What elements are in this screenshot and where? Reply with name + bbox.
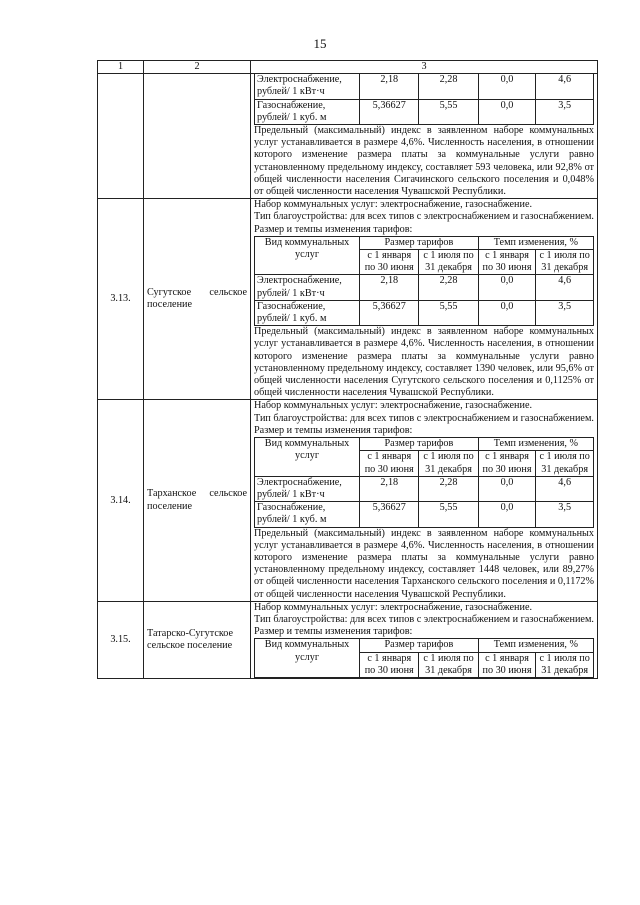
service-name: Газоснабжение, рублей/ 1 куб. м: [255, 99, 360, 124]
settlement-name: [144, 74, 251, 199]
tariff-h2: 2,28: [419, 74, 478, 99]
tariff-h2: 5,55: [419, 502, 478, 527]
rate-h1: 0,0: [478, 502, 536, 527]
tariff-caption: Размер и темпы изменения тарифов:: [254, 626, 413, 638]
service-name: Газоснабжение, рублей/ 1 куб. м: [255, 502, 360, 527]
block-3-15: [98, 601, 598, 678]
header-col-2: 2: [144, 61, 251, 74]
services-set: Набор коммунальных услуг: электроснабжение, газоснабжение.: [254, 400, 533, 412]
service-name: Электроснабжение, рублей/ 1 кВт·ч: [255, 74, 360, 99]
services-set: Набор коммунальных услуг: электроснабжение, газоснабжение.: [254, 199, 533, 211]
header-col-1: 1: [98, 61, 144, 74]
rate-h1: 0,0: [478, 476, 536, 501]
index-description: Предельный (максимальный) индекс в заявленном наборе коммунальных услуг устанавливается в размере 4,6%. Численность населения, в отношении которого изменение размера платы за коммунальные услуги равно установленному предельному индексу, составляет 593 человека, или 92,8% от общей численности населения Сигачинского сельского поселения и 0,048% от общей численности населения Чувашской Республики.: [254, 125, 594, 198]
header-period-1: с 1 января по 30 июня: [360, 451, 419, 476]
header-period-2: с 1 июля по 31 декабря: [419, 451, 478, 476]
header-period-1: с 1 января по 30 июня: [360, 250, 419, 275]
service-name: Электроснабжение, рублей/ 1 кВт·ч: [255, 275, 360, 300]
rate-h2: 3,5: [536, 502, 594, 527]
amenity-type: Тип благоустройства: для всех типов с электроснабжением и газоснабжением.: [254, 211, 594, 223]
header-col-3: 3: [251, 61, 598, 74]
tariff-subtable: [254, 437, 594, 527]
tariff-h1: 5,36627: [360, 300, 419, 325]
block-content: [251, 74, 598, 199]
block-number: 3.14.: [98, 400, 144, 601]
amenity-type: Тип благоустройства: для всех типов с электроснабжением и газоснабжением.: [254, 412, 594, 424]
block-number: [98, 74, 144, 199]
rate-h2: 4,6: [536, 74, 594, 99]
header-period-1: с 1 января по 30 июня: [478, 652, 536, 677]
header-period-2: с 1 июля по 31 декабря: [536, 652, 594, 677]
header-service-type: Вид коммунальных услуг: [255, 236, 360, 275]
header-row: [98, 61, 598, 74]
settlement-name: Тарханское сельское поселение: [144, 400, 251, 601]
header-change-rate: Темп изменения, %: [478, 639, 593, 652]
rate-h1: 0,0: [478, 74, 536, 99]
tariff-h1: 2,18: [360, 476, 419, 501]
rate-h2: 3,5: [536, 99, 594, 124]
rate-h2: 4,6: [536, 476, 594, 501]
tariff-h2: 5,55: [419, 300, 478, 325]
rate-h1: 0,0: [478, 300, 536, 325]
tariff-table: [97, 60, 598, 679]
services-set: Набор коммунальных услуг: электроснабжение, газоснабжение.: [254, 601, 533, 613]
tariff-h1: 5,36627: [360, 99, 419, 124]
tariff-h1: 2,18: [360, 74, 419, 99]
header-tariff-size: Размер тарифов: [360, 438, 479, 451]
header-tariff-size: Размер тарифов: [360, 236, 479, 249]
block-3-13: [98, 199, 598, 400]
block-number: 3.13.: [98, 199, 144, 400]
block-3-14: [98, 400, 598, 601]
header-service-type: Вид коммунальных услуг: [255, 438, 360, 477]
tariff-h2: 5,55: [419, 99, 478, 124]
block-content: [251, 199, 598, 400]
index-description: Предельный (максимальный) индекс в заявленном наборе коммунальных услуг устанавливается в размере 4,6%. Численность населения, в отношении которого изменение размера платы за коммунальные услуги равно установленному предельному индексу, составляет 1448 человек, или 89,27% от общей численности населения Тарханского сельского поселения и 0,1172% от общей численности населения Чувашской Республики.: [254, 527, 594, 600]
header-period-1: с 1 января по 30 июня: [360, 652, 419, 677]
header-tariff-size: Размер тарифов: [360, 639, 479, 652]
tariff-h1: 5,36627: [360, 502, 419, 527]
tariff-h1: 2,18: [360, 275, 419, 300]
header-period-2: с 1 июля по 31 декабря: [536, 451, 594, 476]
tariff-row: [255, 300, 594, 325]
header-period-1: с 1 января по 30 июня: [478, 451, 536, 476]
tariff-h2: 2,28: [419, 476, 478, 501]
header-period-2: с 1 июля по 31 декабря: [419, 250, 478, 275]
amenity-type: Тип благоустройства: для всех типов с электроснабжением и газоснабжением.: [254, 613, 594, 625]
header-period-2: с 1 июля по 31 декабря: [536, 250, 594, 275]
page-number: 15: [313, 36, 327, 51]
tariff-row: [255, 502, 594, 527]
tariff-subtable: [254, 74, 594, 125]
tariff-h2: 2,28: [419, 275, 478, 300]
service-name: Газоснабжение, рублей/ 1 куб. м: [255, 300, 360, 325]
index-description: Предельный (максимальный) индекс в заявленном наборе коммунальных услуг устанавливается в размере 4,6%. Численность населения, в отношении которого изменение размера платы за коммунальные услуги равно установленному предельному индексу, составляет 1390 человек, или 95,6% от общей численности населения Сугутского сельского поселения и 0,1125% от общей численности населения Чувашской Республики.: [254, 326, 594, 399]
rate-h2: 3,5: [536, 300, 594, 325]
rate-h1: 0,0: [478, 275, 536, 300]
tariff-row: [255, 74, 594, 99]
tariff-row: [255, 476, 594, 501]
settlement-name: Татарско-Сугутское сельское поселение: [144, 601, 251, 678]
tariff-subtable: [254, 236, 594, 326]
header-period-2: с 1 июля по 31 декабря: [419, 652, 478, 677]
header-change-rate: Темп изменения, %: [478, 438, 593, 451]
rate-h2: 4,6: [536, 275, 594, 300]
rate-h1: 0,0: [478, 99, 536, 124]
block-content: [251, 601, 598, 678]
tariff-subtable: [254, 638, 594, 678]
block-sigachinskoe: [98, 74, 598, 199]
tariff-row: [255, 99, 594, 124]
service-name: Электроснабжение, рублей/ 1 кВт·ч: [255, 476, 360, 501]
block-content: [251, 400, 598, 601]
tariff-caption: Размер и темпы изменения тарифов:: [254, 223, 413, 235]
settlement-name: Сугутское сельское поселение: [144, 199, 251, 400]
tariff-caption: Размер и темпы изменения тарифов:: [254, 424, 413, 436]
header-change-rate: Темп изменения, %: [478, 236, 593, 249]
tariff-row: [255, 275, 594, 300]
header-period-1: с 1 января по 30 июня: [478, 250, 536, 275]
block-number: 3.15.: [98, 601, 144, 678]
header-service-type: Вид коммунальных услуг: [255, 639, 360, 678]
